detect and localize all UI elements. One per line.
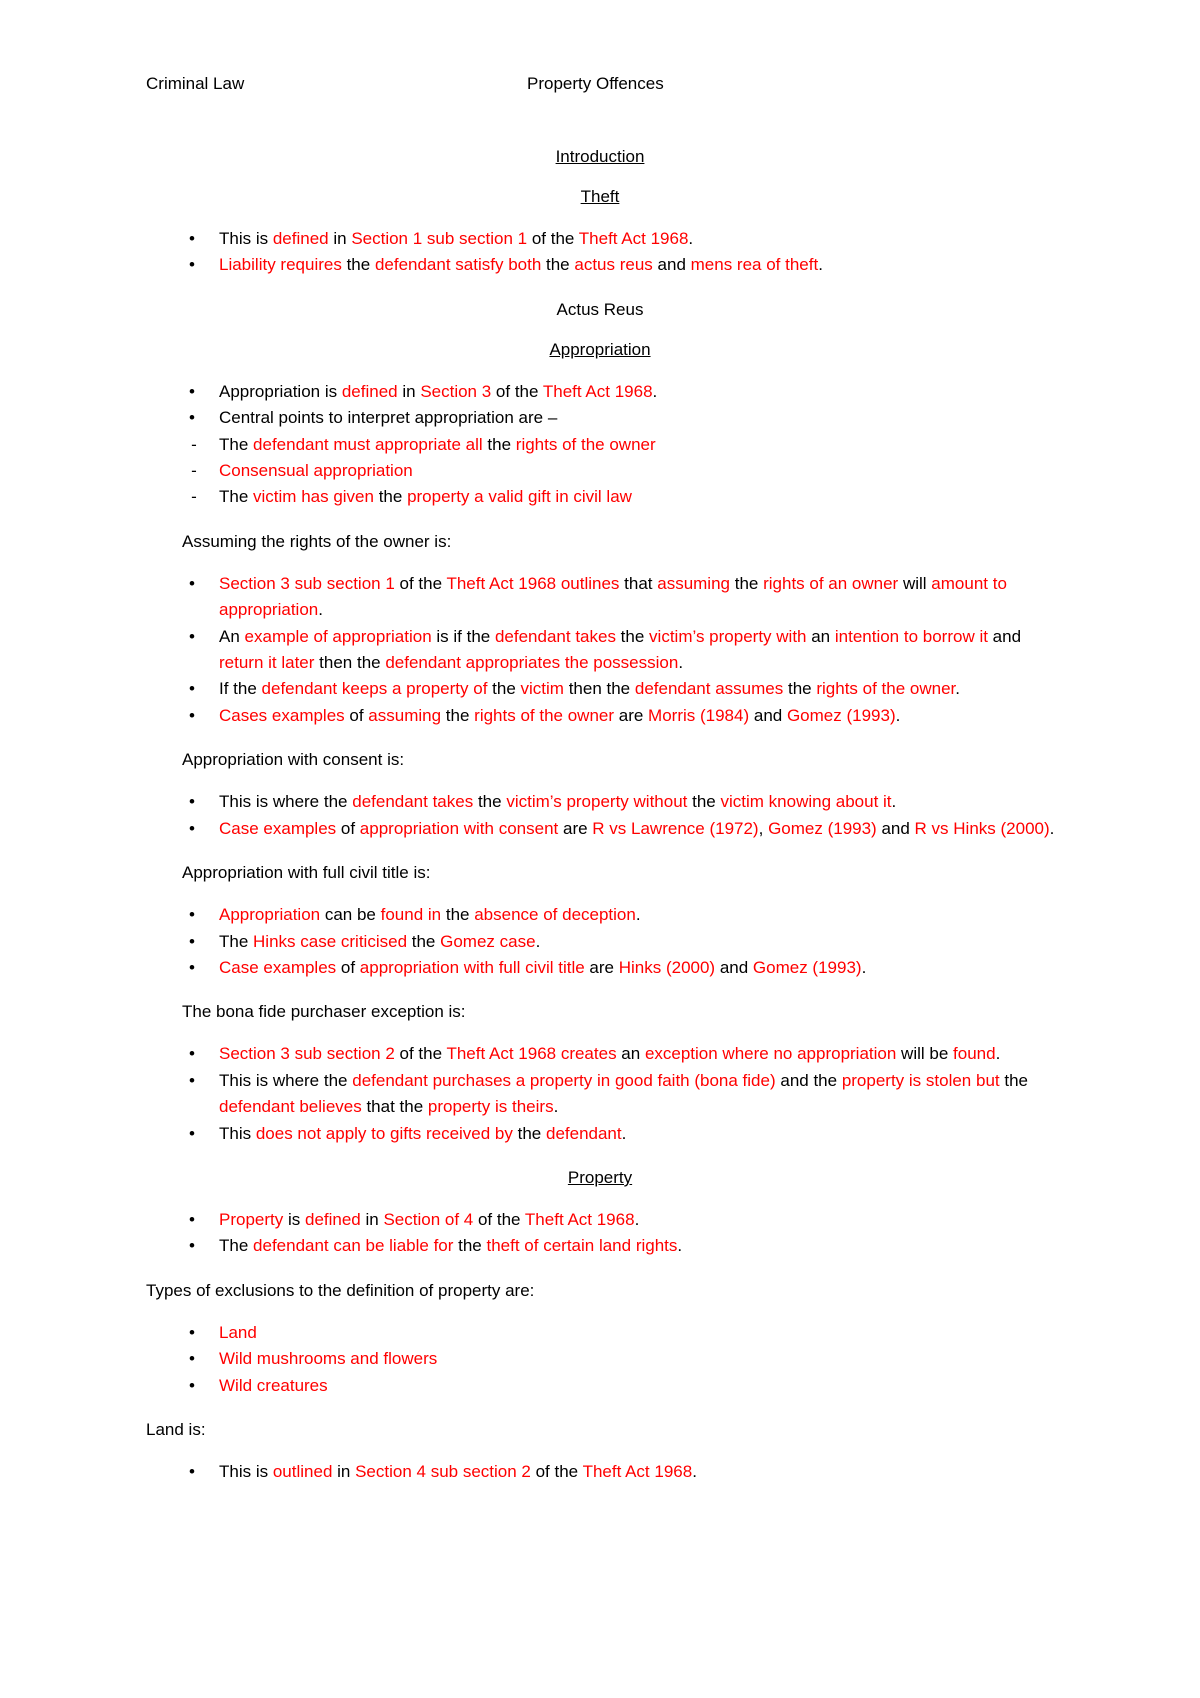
highlighted-term: defendant appropriates the possession [385,653,679,673]
text-run: the [512,1123,546,1143]
property-list [146,1207,1066,1260]
exclusions-lead: Types of exclusions to the definition of property are: [146,1280,535,1300]
text-run: . [1049,818,1055,838]
text-run: If the [219,679,262,699]
text-run: the [453,1236,487,1256]
list-item [146,484,1066,510]
text-run: in [360,1209,384,1229]
highlighted-term: absence of deception [474,905,636,925]
text-run: of the [394,573,447,593]
bullet-marker: • [189,1044,195,1064]
highlighted-term: rights of an owner [763,573,899,593]
highlighted-term: Appropriation [219,905,321,925]
text-run: the [487,679,521,699]
land-lead: Land is: [146,1419,206,1439]
text-run: the [373,487,408,507]
text-run: the [441,905,475,925]
bullet-marker: • [189,957,195,977]
header-course-title: Criminal Law [146,74,245,93]
highlighted-term: defendant must appropriate all [253,434,483,454]
list-item [146,1233,1066,1259]
text-run: the [730,573,764,593]
text-run: then the [314,653,386,673]
highlighted-term: actus reus [574,255,653,275]
highlighted-term: Theft Act 1968 outlines [446,573,620,593]
text-run: then the [563,679,635,699]
text-run: and [652,255,691,275]
list-item [146,929,1066,955]
list-item [146,226,1066,252]
highlighted-term: Case examples [219,818,337,838]
highlighted-term: Hinks case criticised [253,931,408,951]
highlighted-term: outlined [272,1461,333,1481]
text-run: . [318,600,323,620]
list-item [146,252,1066,278]
land-list [146,1459,1066,1485]
text-run: an [616,1044,645,1064]
list-item [146,1373,1066,1399]
list-item [146,1068,1066,1121]
highlighted-term: Wild mushrooms and flowers [219,1349,438,1369]
appropriation-list [146,379,1066,511]
heading-actus-reus: Actus Reus [556,299,644,319]
highlighted-term: property a valid gift in civil law [407,487,632,507]
text-run: is if the [431,626,495,646]
text-run: . [895,705,901,725]
text-run: . [553,1097,559,1117]
bullet-marker: • [189,705,195,725]
heading-property: Property [567,1167,633,1187]
text-run: of the [491,381,543,401]
bona-fide-lead: The bona fide purchaser exception is: [182,1002,466,1022]
heading-theft: Theft [580,187,620,206]
bullet-marker: • [189,792,195,812]
highlighted-term: Section 3 sub section 2 [219,1044,395,1064]
dash-marker: - [191,461,197,481]
highlighted-term: intention to borrow it [834,626,988,646]
bullet-marker: • [189,1349,195,1369]
highlighted-term: Gomez (1993) [752,957,862,977]
text-run: the [687,792,721,812]
bullet-marker: • [189,679,195,699]
highlighted-term: defendant assumes [634,679,784,699]
text-run: in [397,381,421,401]
text-run: the [783,679,817,699]
list-item [146,571,1066,624]
highlighted-term: defined [272,229,329,248]
text-run: . [535,931,541,951]
highlighted-term: defendant purchases a property in good faith (bona fide) [352,1070,776,1090]
bullet-marker: • [189,818,195,838]
list-item [146,1346,1066,1372]
list-item [146,1041,1066,1067]
bullet-marker: • [189,381,195,401]
highlighted-term: Liability requires [219,255,342,275]
list-item [146,676,1066,702]
highlighted-term: Morris (1984) [648,705,750,725]
bullet-marker: • [189,1322,195,1342]
highlighted-term: defendant takes [352,792,474,812]
highlighted-term: appropriation with consent [359,818,559,838]
bullet-marker: • [189,408,195,428]
bullet-marker: • [189,1123,195,1143]
list-item [146,379,1066,405]
text-run: of [344,705,369,725]
document-body [146,146,1066,1485]
header-topic-title: Property Offences [527,74,664,93]
text-run: and the [775,1070,842,1090]
highlighted-term: defendant satisfy both [374,255,542,275]
text-run: of [336,957,360,977]
consent-list [146,789,1066,842]
list-item [146,432,1066,458]
heading-introduction: Introduction [555,147,645,166]
civil-title-lead: Appropriation with full civil title is: [182,863,431,883]
text-run: and [749,705,787,725]
highlighted-term: Land [219,1322,257,1342]
highlighted-term: Section 3 sub section 1 [219,573,395,593]
bullet-marker: • [189,1461,195,1481]
highlighted-term: does not apply to gifts received by [255,1123,513,1143]
list-item [146,1207,1066,1233]
text-run: . [634,1209,640,1229]
text-run: This is where the [219,792,353,812]
theft-list [146,226,1066,279]
text-run: and [876,818,915,838]
text-run: The [219,1236,254,1256]
highlighted-term: defendant takes [494,626,616,646]
highlighted-term: Hinks (2000) [618,957,716,977]
text-run: of the [394,1044,447,1064]
highlighted-term: property is stolen but [841,1070,1000,1090]
highlighted-term: Theft Act 1968 creates [446,1044,617,1064]
highlighted-term: example of appropriation [244,626,432,646]
highlighted-term: theft of certain land rights [486,1236,678,1256]
highlighted-term: Theft Act 1968 [542,381,653,401]
text-run: of [336,818,360,838]
text-run: This [219,1123,256,1143]
list-item [146,902,1066,928]
highlighted-term: Section 3 [420,381,492,401]
text-run: in [328,229,352,248]
text-run: . [995,1044,1001,1064]
text-run: will [898,573,932,593]
highlighted-term: victim’s property with [649,626,807,646]
highlighted-term: rights of the owner [474,705,615,725]
bullet-marker: • [189,1236,195,1256]
highlighted-term: Theft Act 1968 [582,1461,693,1481]
bullet-marker: • [189,573,195,593]
text-run: are [584,957,619,977]
highlighted-term: Gomez (1993) [768,818,877,838]
highlighted-term: defined [304,1209,361,1229]
bullet-marker: • [189,905,195,925]
text-run: . [688,229,694,248]
highlighted-term: Property [219,1209,284,1229]
text-run: The [219,931,254,951]
text-run: the [541,255,575,275]
text-run: in [332,1461,356,1481]
highlighted-term: Section 4 sub section 2 [355,1461,531,1481]
text-run: . [955,679,960,699]
exclusions-list [146,1320,1066,1399]
highlighted-term: victim’s property without [506,792,688,812]
text-run: . [891,792,897,812]
list-item [146,1320,1066,1346]
list-item [146,816,1066,842]
text-run: The [219,434,254,454]
text-run: This is [219,229,273,248]
text-run: an [806,626,835,646]
highlighted-term: mens rea of theft [690,255,819,275]
text-run: This is [219,1461,273,1481]
list-item [146,1121,1066,1147]
text-run: An [219,626,245,646]
highlighted-term: victim knowing about it [720,792,892,812]
text-run: . [678,653,684,673]
highlighted-term: Consensual appropriation [219,461,413,481]
highlighted-term: property is theirs [427,1097,554,1117]
highlighted-term: victim [520,679,564,699]
highlighted-term: Gomez case [440,931,536,951]
text-run: Appropriation is [219,381,342,401]
text-run: . [677,1236,683,1256]
text-run: . [692,1461,697,1481]
text-run: are [614,705,649,725]
highlighted-term: R vs Hinks (2000) [914,818,1050,838]
bullet-marker: • [189,626,195,646]
highlighted-term: found [953,1044,996,1064]
bullet-marker: • [189,1375,195,1395]
highlighted-term: return it later [219,653,315,673]
highlighted-term: rights of the owner [515,434,656,454]
highlighted-term: Case examples [219,957,337,977]
text-run: . [861,957,867,977]
text-run: . [652,381,658,401]
text-run: the [407,931,441,951]
bona-fide-list [146,1041,1066,1147]
text-run: the [615,626,650,646]
text-run: are [558,818,593,838]
text-run: . [818,255,823,275]
consent-lead: Appropriation with consent is: [182,750,405,770]
highlighted-term: defendant can be liable for [253,1236,454,1256]
dash-marker: - [191,434,197,454]
highlighted-term: defined [341,381,398,401]
text-run: Central points to interpret appropriation are – [219,408,558,428]
text-run: the [482,434,516,454]
highlighted-term: defendant believes [219,1097,362,1117]
list-item [146,703,1066,729]
list-item [146,458,1066,484]
text-run: of the [527,229,579,248]
assuming-rights-lead: Assuming the rights of the owner is: [182,531,452,551]
text-run: that the [361,1097,428,1117]
highlighted-term: Section of 4 [383,1209,474,1229]
text-run: and [987,626,1022,646]
highlighted-term: Theft Act 1968 [578,229,689,248]
text-run: . [621,1123,627,1143]
text-run: the [473,792,507,812]
list-item [146,405,1066,431]
list-item [146,1459,1066,1485]
highlighted-term: assuming [657,573,730,593]
text-run: of the [473,1209,525,1229]
text-run: is [283,1209,305,1229]
heading-appropriation: Appropriation [549,339,651,359]
bullet-marker: • [189,931,195,951]
text-run: the [999,1070,1028,1090]
highlighted-term: victim has given [253,487,374,507]
highlighted-term: Theft Act 1968 [524,1209,635,1229]
text-run: the [441,705,475,725]
text-run: that [619,573,658,593]
highlighted-term: Cases examples [219,705,345,725]
bullet-marker: • [189,1209,195,1229]
dash-marker: - [191,487,197,507]
highlighted-term: appropriation with full civil title [359,957,585,977]
civil-title-list [146,902,1066,981]
text-run: The [219,487,254,507]
highlighted-term: assuming [368,705,442,725]
highlighted-term: defendant [545,1123,622,1143]
text-run: This is where the [219,1070,353,1090]
highlighted-term: Wild creatures [219,1375,328,1395]
highlighted-term: rights of the owner [816,679,956,699]
highlighted-term: amount to appropriation [219,573,1007,620]
text-run: , [758,818,769,838]
highlighted-term: exception where no appropriation [644,1044,897,1064]
highlighted-term: Section 1 sub section 1 [351,229,528,248]
list-item [146,624,1066,677]
list-item [146,955,1066,981]
bullet-marker: • [189,255,195,275]
highlighted-term: Gomez (1993) [786,705,896,725]
text-run: can be [320,905,381,925]
list-item [146,789,1066,815]
bullet-marker: • [189,1070,195,1090]
bullet-marker: • [189,229,195,248]
text-run: the [341,255,375,275]
highlighted-term: found in [380,905,442,925]
text-run: will be [896,1044,954,1064]
text-run: . [635,905,641,925]
text-run: and [715,957,753,977]
highlighted-term: defendant keeps a property of [261,679,488,699]
text-run: of the [530,1461,583,1481]
highlighted-term: R vs Lawrence (1972) [592,818,759,838]
assuming-rights-list [146,571,1066,729]
